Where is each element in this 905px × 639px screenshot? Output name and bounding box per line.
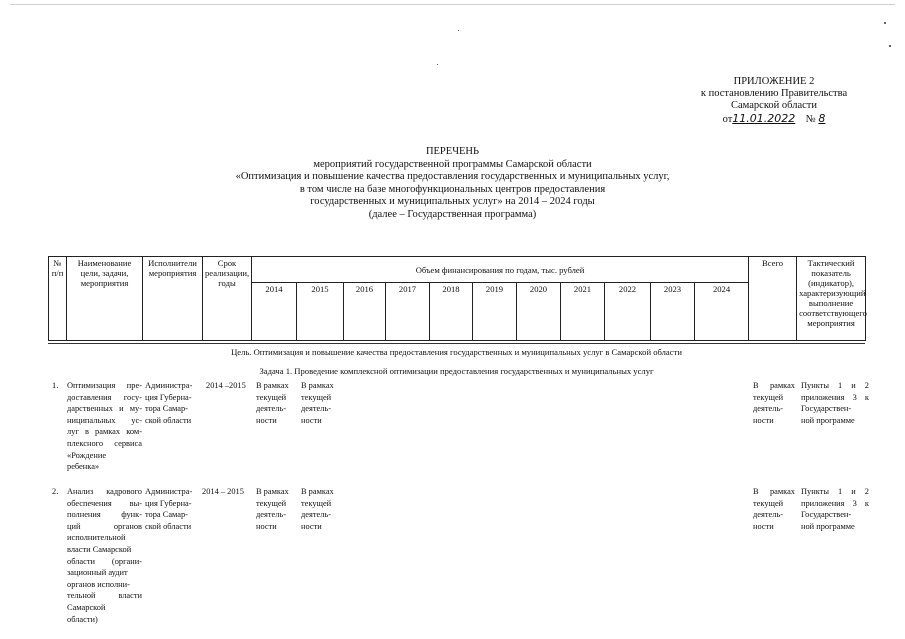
number-prefix: № xyxy=(805,114,816,125)
heading-title: ПЕРЕЧЕНЬ xyxy=(425,146,480,157)
scan-speck xyxy=(884,22,886,24)
appendix-line: Самарской области xyxy=(731,100,817,111)
document-heading xyxy=(0,146,905,221)
header-year: 2021 xyxy=(561,283,605,341)
date-prefix: от xyxy=(722,114,733,125)
header-year: 2024 xyxy=(695,283,749,341)
total-line: ности xyxy=(753,415,774,425)
total-line: В рамках xyxy=(753,487,795,496)
heading-line: мероприятий государственной программы Самарской области xyxy=(313,158,592,170)
total-line: деятель- xyxy=(753,404,783,414)
appendix-date-number xyxy=(679,113,869,126)
total-line: деятель- xyxy=(753,510,783,520)
scan-speck xyxy=(889,45,891,47)
row-financing-2014 xyxy=(256,380,289,426)
row-executors xyxy=(145,486,203,532)
financing-line: ности xyxy=(256,415,277,425)
indicator-line: Государствен- xyxy=(801,404,852,414)
handwritten-date: 11.01.2022 xyxy=(732,112,796,125)
scan-edge-line xyxy=(10,4,895,5)
row-name-line: ниципальных ус- xyxy=(67,415,142,425)
row-name-line: области (органи- xyxy=(67,556,142,566)
row-name-line: ребенка» xyxy=(67,462,100,472)
scan-speck xyxy=(437,64,438,65)
header-total: Всего xyxy=(749,257,797,341)
header-year: 2023 xyxy=(651,283,695,341)
row-executors xyxy=(145,380,203,426)
row-name-line: области) xyxy=(67,614,98,624)
header-year: 2016 xyxy=(344,283,386,341)
header-financing: Объем финансирования по годам, тыс. рублей xyxy=(252,257,749,283)
row-total xyxy=(753,380,795,426)
row-name-line: дарственных и му- xyxy=(67,404,142,414)
scan-speck xyxy=(458,30,459,31)
header-number: № п/п xyxy=(49,257,67,341)
row-term: 2014 –2015 xyxy=(206,381,246,390)
heading-line: (далее – Государственная программа) xyxy=(368,208,537,220)
row-name-line: Оптимизация пре- xyxy=(67,381,142,390)
header-indicator: Тактический показатель (индикатор), характеризующий выполнение соответствующего мероприятия xyxy=(797,257,866,341)
row-executors-line: тора Самар- xyxy=(145,404,188,414)
header-year: 2018 xyxy=(430,283,473,341)
row-name-line: ций органов xyxy=(67,521,142,531)
financing-line: В рамках xyxy=(256,381,289,390)
indicator-line: приложения 3 к xyxy=(801,498,869,508)
indicator-line: ной программе xyxy=(801,521,855,531)
heading-line: в том числе на базе многофункциональных центров предоставления xyxy=(299,183,606,195)
indicator-line: Пункты 1 и 2 xyxy=(801,487,869,496)
row-financing-2015 xyxy=(301,486,334,532)
indicator-line: Государствен- xyxy=(801,510,852,520)
row-number: 2. xyxy=(52,487,59,496)
total-line: ности xyxy=(753,521,774,531)
indicator-line: приложения 3 к xyxy=(801,392,869,402)
row-name-line: луг в рамках ком- xyxy=(67,427,142,437)
row-executors-line: Администра- xyxy=(145,487,193,496)
row-financing-2014 xyxy=(256,486,289,532)
heading-line: государственных и муниципальных услуг» на 2014 – 2024 годы xyxy=(310,196,595,207)
row-indicator xyxy=(801,380,869,426)
header-executors: Исполнители мероприятия xyxy=(143,257,203,341)
header-year: 2019 xyxy=(473,283,517,341)
header-term: Срок реализации, годы xyxy=(203,257,252,341)
row-executors-line: ской области xyxy=(145,415,192,425)
table-divider xyxy=(48,343,865,344)
header-year: 2020 xyxy=(517,283,561,341)
heading-line: «Оптимизация и повышение качества предоставления государственных и муниципальных услуг, xyxy=(235,171,670,182)
row-executors-line: Администра- xyxy=(145,381,193,390)
header-name: Наименование цели, задачи, мероприятия xyxy=(67,257,143,341)
row-executors-line: ция Губерна- xyxy=(145,498,192,508)
financing-line: В рамках xyxy=(301,487,334,496)
row-number: 1. xyxy=(52,381,59,390)
row-term: 2014 – 2015 xyxy=(202,487,244,496)
row-name-line: «Рождение xyxy=(67,450,107,460)
row-name-line: обеспечения вы- xyxy=(67,498,142,508)
goal-line: Цель. Оптимизация и повышение качества предоставления государственных и муниципальных услуг в Самарской области xyxy=(231,347,682,357)
row-name-line: органов исполни- xyxy=(67,579,130,589)
row-name-line: доставления госу- xyxy=(67,392,142,402)
program-table-header xyxy=(48,256,866,341)
financing-line: деятель- xyxy=(256,404,286,414)
financing-line: текущей xyxy=(301,498,332,508)
row-total xyxy=(753,486,795,532)
row-financing-2015 xyxy=(301,380,334,426)
total-line: текущей xyxy=(753,392,784,402)
row-name xyxy=(67,380,142,473)
indicator-line: Пункты 1 и 2 xyxy=(801,381,869,390)
row-name-line: исполнительной xyxy=(67,533,126,543)
row-name-line: тельной власти xyxy=(67,591,142,601)
row-name-line: полнения функ- xyxy=(67,510,142,520)
appendix-header xyxy=(679,76,869,126)
total-line: текущей xyxy=(753,498,784,508)
appendix-title: ПРИЛОЖЕНИЕ 2 xyxy=(733,76,815,87)
row-name-line: Анализ кадрового xyxy=(67,487,142,496)
row-indicator xyxy=(801,486,869,532)
financing-line: деятель- xyxy=(301,404,331,414)
total-line: В рамках xyxy=(753,381,795,390)
header-year: 2015 xyxy=(297,283,344,341)
row-name-line: зационный аудит xyxy=(67,568,128,578)
row-name xyxy=(67,486,142,625)
indicator-line: ной программе xyxy=(801,415,855,425)
header-year: 2014 xyxy=(252,283,297,341)
row-executors-line: ция Губерна- xyxy=(145,392,192,402)
financing-line: текущей xyxy=(256,498,287,508)
row-name-line: Самарской xyxy=(67,602,106,612)
appendix-line: к постановлению Правительства xyxy=(700,88,848,99)
financing-line: В рамках xyxy=(256,487,289,496)
row-name-line: плексного сервиса xyxy=(67,438,142,448)
financing-line: ности xyxy=(301,415,322,425)
financing-line: ности xyxy=(301,521,322,531)
financing-line: текущей xyxy=(301,392,332,402)
row-executors-line: тора Самар- xyxy=(145,510,188,520)
row-name-line: власти Самарской xyxy=(67,544,132,554)
financing-line: текущей xyxy=(256,392,287,402)
row-executors-line: ской области xyxy=(145,521,192,531)
financing-line: деятель- xyxy=(256,510,286,520)
header-year: 2017 xyxy=(386,283,430,341)
handwritten-number: 8 xyxy=(818,112,826,125)
task-line: Задача 1. Проведение комплексной оптимизации предоставления государственных и муниципальных услуг xyxy=(259,366,654,376)
financing-line: В рамках xyxy=(301,381,334,390)
header-year: 2022 xyxy=(605,283,651,341)
financing-line: деятель- xyxy=(301,510,331,520)
financing-line: ности xyxy=(256,521,277,531)
